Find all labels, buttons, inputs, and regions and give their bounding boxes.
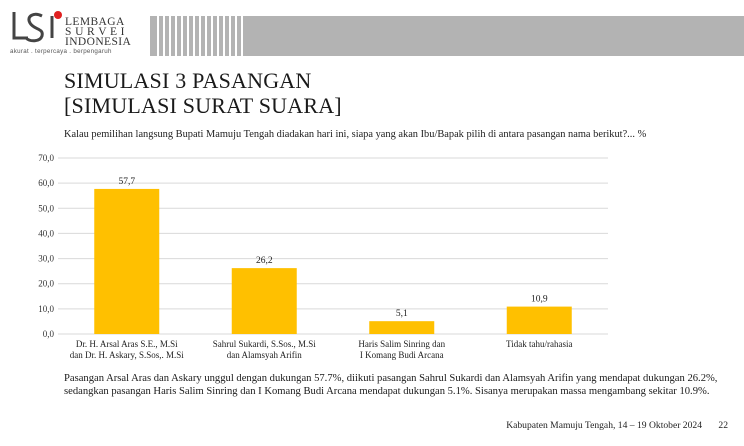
bar	[507, 307, 572, 334]
y-tick-label: 0,0	[42, 329, 54, 339]
x-tick-label: Dr. H. Arsal Aras S.E., M.Si	[75, 339, 178, 349]
logo-line-3: INDONESIA	[65, 36, 132, 48]
lsi-logo	[8, 8, 148, 60]
logo-tagline: akurat . terpercaya . berpengaruh	[10, 48, 112, 55]
bar-chart	[30, 150, 610, 365]
page-title	[64, 68, 342, 118]
data-label: 5,1	[395, 309, 408, 320]
bar	[232, 268, 297, 334]
bar	[94, 189, 159, 334]
y-tick-label: 60,0	[38, 178, 54, 189]
bar	[369, 321, 434, 334]
footer	[506, 420, 728, 431]
y-tick-label: 20,0	[38, 278, 54, 289]
y-tick-label: 50,0	[38, 203, 54, 214]
logo-line-1: LEMBAGA	[65, 16, 125, 28]
y-tick-label: 30,0	[38, 253, 54, 264]
x-tick-label: I Komang Budi Arcana	[359, 350, 444, 360]
logo-wordmark	[65, 17, 131, 47]
page-number: 22	[718, 420, 728, 431]
data-label: 10,9	[530, 294, 548, 305]
page-title-line-2: [SIMULASI SURAT SUARA]	[64, 93, 342, 118]
data-label: 57,7	[118, 176, 136, 187]
page-title-line-1: SIMULASI 3 PASANGAN	[64, 68, 312, 93]
y-tick-label: 70,0	[38, 153, 54, 163]
footer-location-date: Kabupaten Mamuju Tengah, 14 – 19 Oktober 2024	[506, 420, 702, 431]
data-label: 26,2	[255, 256, 273, 267]
survey-question: Kalau pemilihan langsung Bupati Mamuju Tengah diadakan hari ini, siapa yang akan Ibu/Bapak pilih di antara pasangan nama berikut?... %	[64, 129, 647, 140]
x-tick-label: Tidak tahu/rahasia	[506, 339, 573, 349]
y-tick-label: 10,0	[38, 303, 54, 314]
logo-line-2: S U R V E I	[65, 26, 125, 38]
summary-paragraph: Pasangan Arsal Aras dan Askary unggul dengan dukungan 57.7%, diikuti pasangan Sahrul Sukardi dan Alamsyah Arifin yang mendapat dukungan 26.2%, sedangkan pasangan Haris Salim Sinring dan I Komang Budi Arcana mendapat dukungan 5.1%. Sisanya merupakan massa mengambang sekitar 10.9%.	[64, 373, 718, 397]
x-tick-label: dan Alamsyah Arifin	[226, 350, 302, 360]
header-stripes	[154, 16, 254, 56]
x-tick-label: dan Dr. H. Askary, S.Sos,. M.Si	[69, 350, 184, 360]
x-tick-label: Sahrul Sukardi, S.Sos., M.Si	[212, 339, 316, 349]
lsi-logo-icon	[8, 8, 66, 48]
y-tick-label: 40,0	[38, 228, 54, 239]
x-tick-label: Haris Salim Sinring dan	[358, 339, 446, 349]
